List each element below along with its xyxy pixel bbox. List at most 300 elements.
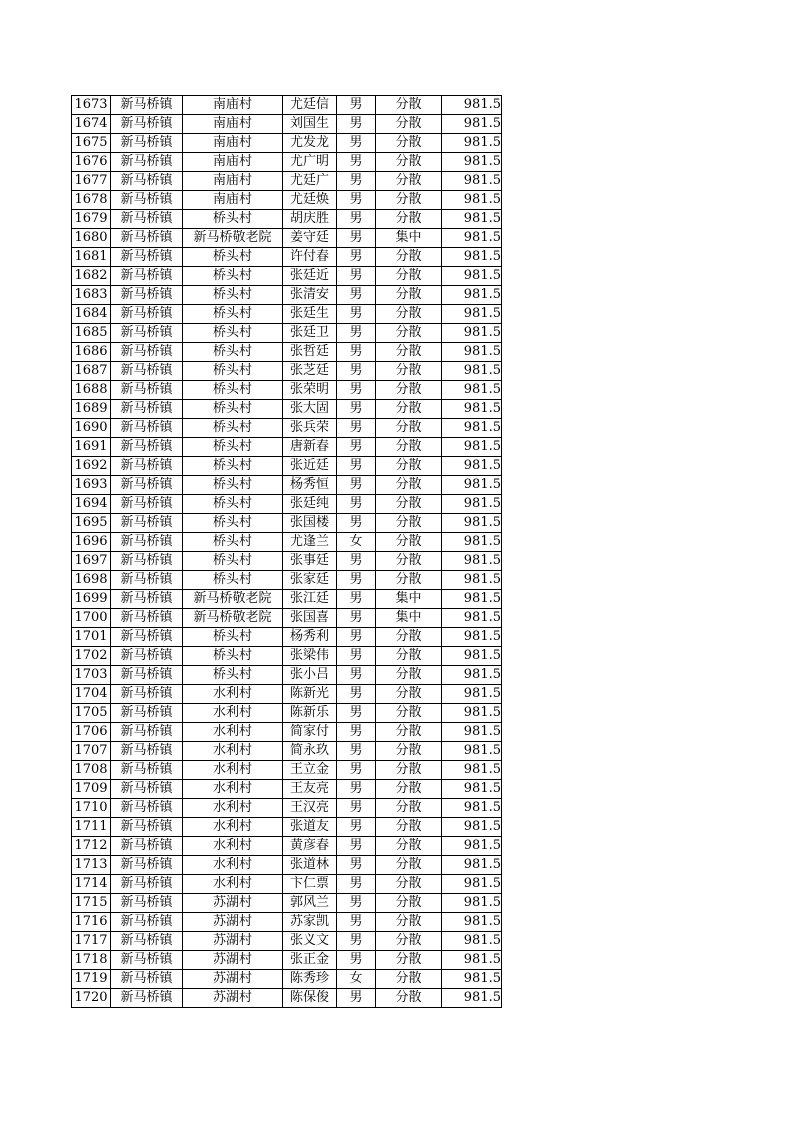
- cell-town: 新马桥镇: [111, 666, 183, 685]
- cell-amount: 981.5: [442, 210, 502, 229]
- cell-village: 水利村: [183, 856, 283, 875]
- cell-serial-number: 1693: [72, 476, 111, 495]
- cell-gender: 男: [337, 153, 376, 172]
- cell-town: 新马桥镇: [111, 210, 183, 229]
- table-row: [72, 153, 502, 172]
- cell-town: 新马桥镇: [111, 799, 183, 818]
- cell-serial-number: 1688: [72, 381, 111, 400]
- table-row: [72, 856, 502, 875]
- cell-person-name: 尤廷广: [283, 172, 337, 191]
- cell-village: 水利村: [183, 875, 283, 894]
- cell-person-name: 尤廷信: [283, 96, 337, 115]
- cell-town: 新马桥镇: [111, 324, 183, 343]
- cell-town: 新马桥镇: [111, 875, 183, 894]
- cell-amount: 981.5: [442, 286, 502, 305]
- cell-town: 新马桥镇: [111, 932, 183, 951]
- table-row: [72, 533, 502, 552]
- cell-town: 新马桥镇: [111, 628, 183, 647]
- cell-support-mode: 分散: [376, 894, 442, 913]
- cell-support-mode: 分散: [376, 248, 442, 267]
- cell-amount: 981.5: [442, 495, 502, 514]
- cell-town: 新马桥镇: [111, 457, 183, 476]
- cell-gender: 男: [337, 362, 376, 381]
- cell-serial-number: 1711: [72, 818, 111, 837]
- cell-amount: 981.5: [442, 666, 502, 685]
- cell-amount: 981.5: [442, 419, 502, 438]
- cell-village: 桥头村: [183, 552, 283, 571]
- cell-amount: 981.5: [442, 400, 502, 419]
- cell-gender: 男: [337, 419, 376, 438]
- cell-village: 水利村: [183, 723, 283, 742]
- cell-person-name: 陈保俊: [283, 989, 337, 1008]
- cell-support-mode: 分散: [376, 267, 442, 286]
- cell-amount: 981.5: [442, 229, 502, 248]
- cell-person-name: 张家廷: [283, 571, 337, 590]
- cell-support-mode: 分散: [376, 685, 442, 704]
- cell-serial-number: 1677: [72, 172, 111, 191]
- cell-amount: 981.5: [442, 476, 502, 495]
- cell-person-name: 胡庆胜: [283, 210, 337, 229]
- cell-town: 新马桥镇: [111, 704, 183, 723]
- cell-person-name: 张大固: [283, 400, 337, 419]
- cell-serial-number: 1709: [72, 780, 111, 799]
- cell-person-name: 张义文: [283, 932, 337, 951]
- cell-gender: 男: [337, 932, 376, 951]
- table-row: [72, 229, 502, 248]
- table-row: [72, 590, 502, 609]
- cell-village: 桥头村: [183, 248, 283, 267]
- cell-village: 新马桥敬老院: [183, 229, 283, 248]
- cell-gender: 男: [337, 704, 376, 723]
- table-row: [72, 438, 502, 457]
- cell-serial-number: 1678: [72, 191, 111, 210]
- cell-serial-number: 1698: [72, 571, 111, 590]
- table-row: [72, 780, 502, 799]
- table-row: [72, 704, 502, 723]
- cell-gender: 男: [337, 438, 376, 457]
- cell-serial-number: 1715: [72, 894, 111, 913]
- table-row: [72, 476, 502, 495]
- cell-person-name: 张廷卫: [283, 324, 337, 343]
- cell-town: 新马桥镇: [111, 970, 183, 989]
- cell-gender: 男: [337, 324, 376, 343]
- cell-support-mode: 分散: [376, 343, 442, 362]
- cell-village: 桥头村: [183, 666, 283, 685]
- cell-village: 桥头村: [183, 495, 283, 514]
- cell-support-mode: 分散: [376, 704, 442, 723]
- cell-person-name: 张廷近: [283, 267, 337, 286]
- cell-person-name: 尤广明: [283, 153, 337, 172]
- cell-amount: 981.5: [442, 172, 502, 191]
- cell-village: 桥头村: [183, 362, 283, 381]
- cell-gender: 男: [337, 666, 376, 685]
- cell-town: 新马桥镇: [111, 609, 183, 628]
- cell-support-mode: 集中: [376, 590, 442, 609]
- cell-serial-number: 1700: [72, 609, 111, 628]
- cell-town: 新马桥镇: [111, 96, 183, 115]
- cell-village: 水利村: [183, 742, 283, 761]
- cell-village: 水利村: [183, 704, 283, 723]
- cell-town: 新马桥镇: [111, 495, 183, 514]
- cell-person-name: 张国喜: [283, 609, 337, 628]
- cell-amount: 981.5: [442, 951, 502, 970]
- cell-town: 新马桥镇: [111, 552, 183, 571]
- cell-person-name: 王友亮: [283, 780, 337, 799]
- cell-village: 桥头村: [183, 476, 283, 495]
- cell-amount: 981.5: [442, 571, 502, 590]
- cell-town: 新马桥镇: [111, 894, 183, 913]
- cell-serial-number: 1682: [72, 267, 111, 286]
- cell-gender: 男: [337, 628, 376, 647]
- cell-support-mode: 分散: [376, 381, 442, 400]
- cell-gender: 男: [337, 742, 376, 761]
- table-row: [72, 191, 502, 210]
- cell-serial-number: 1673: [72, 96, 111, 115]
- cell-town: 新马桥镇: [111, 818, 183, 837]
- cell-gender: 男: [337, 495, 376, 514]
- cell-amount: 981.5: [442, 153, 502, 172]
- table-row: [72, 362, 502, 381]
- cell-serial-number: 1690: [72, 419, 111, 438]
- cell-serial-number: 1675: [72, 134, 111, 153]
- cell-support-mode: 分散: [376, 457, 442, 476]
- cell-person-name: 张梁伟: [283, 647, 337, 666]
- cell-serial-number: 1714: [72, 875, 111, 894]
- cell-amount: 981.5: [442, 647, 502, 666]
- cell-support-mode: 分散: [376, 951, 442, 970]
- cell-gender: 男: [337, 685, 376, 704]
- cell-town: 新马桥镇: [111, 248, 183, 267]
- cell-person-name: 尤廷焕: [283, 191, 337, 210]
- cell-serial-number: 1691: [72, 438, 111, 457]
- table-row: [72, 799, 502, 818]
- cell-amount: 981.5: [442, 191, 502, 210]
- table-row: [72, 552, 502, 571]
- cell-village: 苏湖村: [183, 970, 283, 989]
- table-row: [72, 875, 502, 894]
- cell-support-mode: 分散: [376, 210, 442, 229]
- cell-person-name: 姜守廷: [283, 229, 337, 248]
- cell-gender: 男: [337, 609, 376, 628]
- table-row: [72, 647, 502, 666]
- cell-amount: 981.5: [442, 362, 502, 381]
- cell-amount: 981.5: [442, 533, 502, 552]
- cell-town: 新马桥镇: [111, 476, 183, 495]
- cell-person-name: 黄彦春: [283, 837, 337, 856]
- cell-amount: 981.5: [442, 552, 502, 571]
- cell-town: 新马桥镇: [111, 381, 183, 400]
- cell-town: 新马桥镇: [111, 913, 183, 932]
- cell-town: 新马桥镇: [111, 286, 183, 305]
- cell-person-name: 卞仁票: [283, 875, 337, 894]
- cell-village: 桥头村: [183, 343, 283, 362]
- cell-village: 桥头村: [183, 324, 283, 343]
- cell-amount: 981.5: [442, 723, 502, 742]
- cell-gender: 男: [337, 267, 376, 286]
- cell-gender: 男: [337, 837, 376, 856]
- cell-support-mode: 分散: [376, 134, 442, 153]
- cell-serial-number: 1681: [72, 248, 111, 267]
- cell-town: 新马桥镇: [111, 856, 183, 875]
- table-row: [72, 628, 502, 647]
- cell-gender: 男: [337, 229, 376, 248]
- cell-serial-number: 1701: [72, 628, 111, 647]
- cell-serial-number: 1699: [72, 590, 111, 609]
- table-row: [72, 115, 502, 134]
- cell-village: 水利村: [183, 799, 283, 818]
- table-row: [72, 894, 502, 913]
- cell-support-mode: 分散: [376, 932, 442, 951]
- cell-gender: 男: [337, 913, 376, 932]
- cell-town: 新马桥镇: [111, 951, 183, 970]
- cell-village: 桥头村: [183, 438, 283, 457]
- table-row: [72, 305, 502, 324]
- cell-town: 新马桥镇: [111, 989, 183, 1008]
- table-row: [72, 685, 502, 704]
- cell-town: 新马桥镇: [111, 571, 183, 590]
- cell-gender: 男: [337, 951, 376, 970]
- cell-gender: 男: [337, 780, 376, 799]
- cell-support-mode: 分散: [376, 723, 442, 742]
- cell-village: 新马桥敬老院: [183, 590, 283, 609]
- cell-village: 桥头村: [183, 571, 283, 590]
- cell-village: 桥头村: [183, 533, 283, 552]
- cell-amount: 981.5: [442, 704, 502, 723]
- cell-support-mode: 分散: [376, 476, 442, 495]
- cell-serial-number: 1717: [72, 932, 111, 951]
- cell-support-mode: 分散: [376, 96, 442, 115]
- cell-serial-number: 1685: [72, 324, 111, 343]
- cell-amount: 981.5: [442, 609, 502, 628]
- cell-person-name: 许付春: [283, 248, 337, 267]
- table-row: [72, 343, 502, 362]
- cell-person-name: 尤逢兰: [283, 533, 337, 552]
- table-row: [72, 267, 502, 286]
- cell-amount: 981.5: [442, 267, 502, 286]
- cell-town: 新马桥镇: [111, 761, 183, 780]
- cell-person-name: 张清安: [283, 286, 337, 305]
- cell-village: 南庙村: [183, 134, 283, 153]
- cell-village: 南庙村: [183, 115, 283, 134]
- cell-serial-number: 1694: [72, 495, 111, 514]
- cell-gender: 男: [337, 191, 376, 210]
- cell-amount: 981.5: [442, 913, 502, 932]
- cell-amount: 981.5: [442, 134, 502, 153]
- cell-gender: 男: [337, 96, 376, 115]
- cell-support-mode: 分散: [376, 628, 442, 647]
- cell-serial-number: 1676: [72, 153, 111, 172]
- cell-village: 苏湖村: [183, 932, 283, 951]
- cell-town: 新马桥镇: [111, 362, 183, 381]
- cell-town: 新马桥镇: [111, 590, 183, 609]
- table-row: [72, 134, 502, 153]
- cell-village: 桥头村: [183, 305, 283, 324]
- cell-person-name: 张廷生: [283, 305, 337, 324]
- cell-town: 新马桥镇: [111, 400, 183, 419]
- cell-gender: 男: [337, 761, 376, 780]
- cell-town: 新马桥镇: [111, 742, 183, 761]
- cell-person-name: 张兵荣: [283, 419, 337, 438]
- table-row: [72, 172, 502, 191]
- cell-serial-number: 1680: [72, 229, 111, 248]
- cell-person-name: 简永玖: [283, 742, 337, 761]
- cell-gender: 女: [337, 533, 376, 552]
- cell-town: 新马桥镇: [111, 305, 183, 324]
- cell-village: 苏湖村: [183, 894, 283, 913]
- table-row: [72, 609, 502, 628]
- cell-support-mode: 分散: [376, 286, 442, 305]
- cell-support-mode: 集中: [376, 609, 442, 628]
- cell-amount: 981.5: [442, 115, 502, 134]
- cell-person-name: 郭风兰: [283, 894, 337, 913]
- cell-serial-number: 1710: [72, 799, 111, 818]
- cell-gender: 男: [337, 381, 376, 400]
- cell-gender: 男: [337, 818, 376, 837]
- cell-amount: 981.5: [442, 742, 502, 761]
- cell-amount: 981.5: [442, 818, 502, 837]
- cell-serial-number: 1679: [72, 210, 111, 229]
- cell-amount: 981.5: [442, 457, 502, 476]
- cell-amount: 981.5: [442, 761, 502, 780]
- cell-person-name: 陈秀珍: [283, 970, 337, 989]
- cell-village: 桥头村: [183, 210, 283, 229]
- cell-gender: 男: [337, 400, 376, 419]
- cell-town: 新马桥镇: [111, 780, 183, 799]
- cell-amount: 981.5: [442, 305, 502, 324]
- cell-support-mode: 分散: [376, 989, 442, 1008]
- cell-amount: 981.5: [442, 780, 502, 799]
- cell-village: 桥头村: [183, 647, 283, 666]
- table-row: [72, 818, 502, 837]
- table-row: [72, 951, 502, 970]
- cell-village: 桥头村: [183, 628, 283, 647]
- cell-support-mode: 分散: [376, 742, 442, 761]
- cell-village: 桥头村: [183, 381, 283, 400]
- cell-support-mode: 分散: [376, 495, 442, 514]
- cell-person-name: 张小吕: [283, 666, 337, 685]
- cell-person-name: 张事廷: [283, 552, 337, 571]
- cell-serial-number: 1720: [72, 989, 111, 1008]
- cell-support-mode: 分散: [376, 837, 442, 856]
- table-row: [72, 989, 502, 1008]
- cell-amount: 981.5: [442, 381, 502, 400]
- cell-gender: 男: [337, 457, 376, 476]
- cell-amount: 981.5: [442, 856, 502, 875]
- cell-amount: 981.5: [442, 875, 502, 894]
- cell-gender: 男: [337, 552, 376, 571]
- cell-person-name: 王汉亮: [283, 799, 337, 818]
- cell-support-mode: 分散: [376, 913, 442, 932]
- cell-person-name: 杨秀恒: [283, 476, 337, 495]
- cell-serial-number: 1716: [72, 913, 111, 932]
- cell-support-mode: 分散: [376, 647, 442, 666]
- cell-village: 水利村: [183, 818, 283, 837]
- table-row: [72, 514, 502, 533]
- cell-serial-number: 1719: [72, 970, 111, 989]
- cell-town: 新马桥镇: [111, 191, 183, 210]
- cell-person-name: 陈新乐: [283, 704, 337, 723]
- cell-town: 新马桥镇: [111, 115, 183, 134]
- table-row: [72, 210, 502, 229]
- cell-village: 苏湖村: [183, 951, 283, 970]
- cell-village: 桥头村: [183, 267, 283, 286]
- cell-village: 苏湖村: [183, 989, 283, 1008]
- cell-amount: 981.5: [442, 514, 502, 533]
- cell-village: 水利村: [183, 685, 283, 704]
- cell-serial-number: 1697: [72, 552, 111, 571]
- cell-village: 南庙村: [183, 172, 283, 191]
- cell-village: 水利村: [183, 780, 283, 799]
- cell-town: 新马桥镇: [111, 647, 183, 666]
- table-row: [72, 837, 502, 856]
- cell-town: 新马桥镇: [111, 343, 183, 362]
- cell-gender: 男: [337, 894, 376, 913]
- cell-town: 新马桥镇: [111, 837, 183, 856]
- cell-support-mode: 分散: [376, 552, 442, 571]
- cell-person-name: 张哲廷: [283, 343, 337, 362]
- cell-serial-number: 1696: [72, 533, 111, 552]
- table-row: [72, 723, 502, 742]
- table-row: [72, 571, 502, 590]
- cell-support-mode: 分散: [376, 856, 442, 875]
- cell-serial-number: 1684: [72, 305, 111, 324]
- cell-amount: 981.5: [442, 970, 502, 989]
- cell-person-name: 张道友: [283, 818, 337, 837]
- table-row: [72, 932, 502, 951]
- cell-gender: 男: [337, 248, 376, 267]
- cell-person-name: 张国楼: [283, 514, 337, 533]
- cell-village: 桥头村: [183, 400, 283, 419]
- cell-person-name: 王立金: [283, 761, 337, 780]
- table-row: [72, 96, 502, 115]
- cell-person-name: 张廷纯: [283, 495, 337, 514]
- cell-support-mode: 分散: [376, 400, 442, 419]
- table-row: [72, 742, 502, 761]
- cell-serial-number: 1702: [72, 647, 111, 666]
- table-row: [72, 495, 502, 514]
- cell-town: 新马桥镇: [111, 514, 183, 533]
- cell-gender: 男: [337, 305, 376, 324]
- cell-support-mode: 分散: [376, 172, 442, 191]
- cell-town: 新马桥镇: [111, 419, 183, 438]
- cell-gender: 男: [337, 856, 376, 875]
- cell-support-mode: 分散: [376, 153, 442, 172]
- cell-amount: 981.5: [442, 248, 502, 267]
- cell-town: 新马桥镇: [111, 723, 183, 742]
- cell-support-mode: 分散: [376, 324, 442, 343]
- cell-amount: 981.5: [442, 590, 502, 609]
- cell-village: 新马桥敬老院: [183, 609, 283, 628]
- cell-town: 新马桥镇: [111, 438, 183, 457]
- cell-gender: 男: [337, 571, 376, 590]
- cell-town: 新马桥镇: [111, 229, 183, 248]
- cell-gender: 男: [337, 286, 376, 305]
- cell-gender: 男: [337, 134, 376, 153]
- cell-serial-number: 1705: [72, 704, 111, 723]
- cell-person-name: 张正金: [283, 951, 337, 970]
- cell-amount: 981.5: [442, 989, 502, 1008]
- cell-serial-number: 1718: [72, 951, 111, 970]
- cell-village: 苏湖村: [183, 913, 283, 932]
- cell-person-name: 唐新春: [283, 438, 337, 457]
- cell-village: 水利村: [183, 761, 283, 780]
- cell-serial-number: 1686: [72, 343, 111, 362]
- table-row: [72, 286, 502, 305]
- cell-amount: 981.5: [442, 837, 502, 856]
- cell-amount: 981.5: [442, 894, 502, 913]
- cell-amount: 981.5: [442, 799, 502, 818]
- cell-gender: 男: [337, 647, 376, 666]
